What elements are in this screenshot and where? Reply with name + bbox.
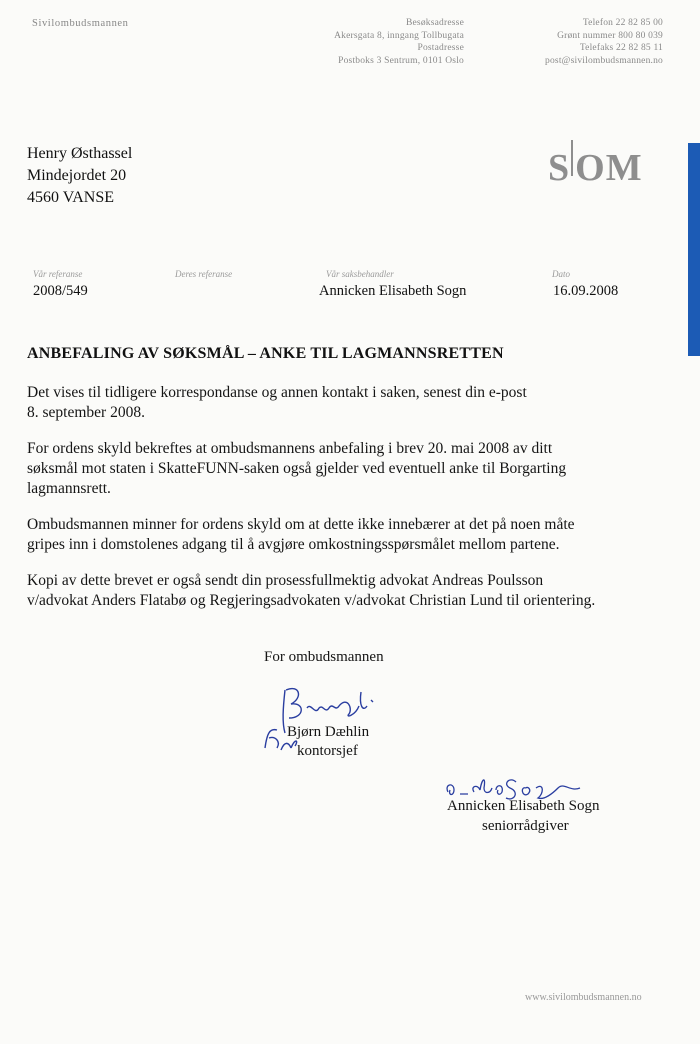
paragraph-line: Det vises til tidligere korrespondanse og annen kontakt i saken, senest din e-post [27,384,527,401]
paragraph-line: lagmannsrett. [27,480,111,497]
paragraph-line: 8. september 2008. [27,404,145,421]
visit-line: Besøksadresse [405,18,464,28]
paragraph-2 [27,439,657,499]
paragraph-line: For ordens skyld bekreftes at ombudsmannens anbefaling i brev 20. mai 2008 av ditt [27,440,553,457]
handler-value: Annicken Elisabeth Sogn [319,283,467,299]
contact-line: post@sivilombudsmannen.no [545,55,663,66]
logo-left: S [548,147,571,189]
their-ref-label: Deres referanse [175,269,233,279]
paragraph-3 [27,515,657,555]
accent-bar [688,143,700,356]
signer-1-name: Bjørn Dæhlin [287,724,370,740]
our-ref-value: 2008/549 [33,283,88,299]
signer-2-name: Annicken Elisabeth Sogn [447,798,600,814]
visit-line: Postadresse [417,43,464,53]
logo-right: OM [575,147,643,189]
date-label: Dato [552,269,570,279]
visit-line: Akersgata 8, inngang Tollbugata [334,30,464,41]
organization-name: Sivilombudsmannen [32,18,129,29]
paragraph-line: Kopi av dette brevet er også sendt din prosessfullmektig advokat Andreas Poulsson [27,572,544,589]
logo-divider [571,140,573,176]
date-value: 16.09.2008 [553,283,619,299]
paragraph-line: søksmål mot staten i SkatteFUNN-saken også gjelder ved eventuell anke til Borgarting [27,460,567,477]
recipient-street: Mindejordet 20 [27,167,127,184]
our-ref-label: Vår referanse [33,269,83,279]
footer-url: www.sivilombudsmannen.no [525,992,642,1003]
letter-title: ANBEFALING AV SØKSMÅL – ANKE TIL LAGMANNSRETTEN [27,345,504,362]
contact-block [505,17,663,67]
paragraph-line: v/advokat Anders Flatabø og Regjeringsadvokaten v/advokat Christian Lund til orientering. [27,592,596,609]
paragraph-1 [27,383,657,423]
visit-address-block [300,17,464,67]
on-behalf-text: For ombudsmannen [264,649,384,665]
recipient-postal: 4560 VANSE [27,189,114,206]
paragraph-4 [27,571,657,611]
signer-2-title: seniorrådgiver [482,818,569,834]
recipient-name: Henry Østhassel [27,145,133,162]
handler-label: Vår saksbehandler [326,269,394,279]
contact-line: Telefaks 22 82 85 11 [579,43,663,53]
signer-1-title: kontorsjef [297,743,358,759]
visit-line: Postboks 3 Sentrum, 0101 Oslo [338,55,464,66]
paragraph-line: Ombudsmannen minner for ordens skyld om at dette ikke innebærer at det på noen måte [27,516,575,533]
recipient-address [27,143,132,209]
som-logo [548,140,643,190]
contact-line: Grønt nummer 800 80 039 [557,30,663,41]
paragraph-line: gripes inn i domstolenes adgang til å avgjøre omkostningsspørsmålet mellom partene. [27,536,560,553]
contact-line: Telefon 22 82 85 00 [582,18,663,28]
